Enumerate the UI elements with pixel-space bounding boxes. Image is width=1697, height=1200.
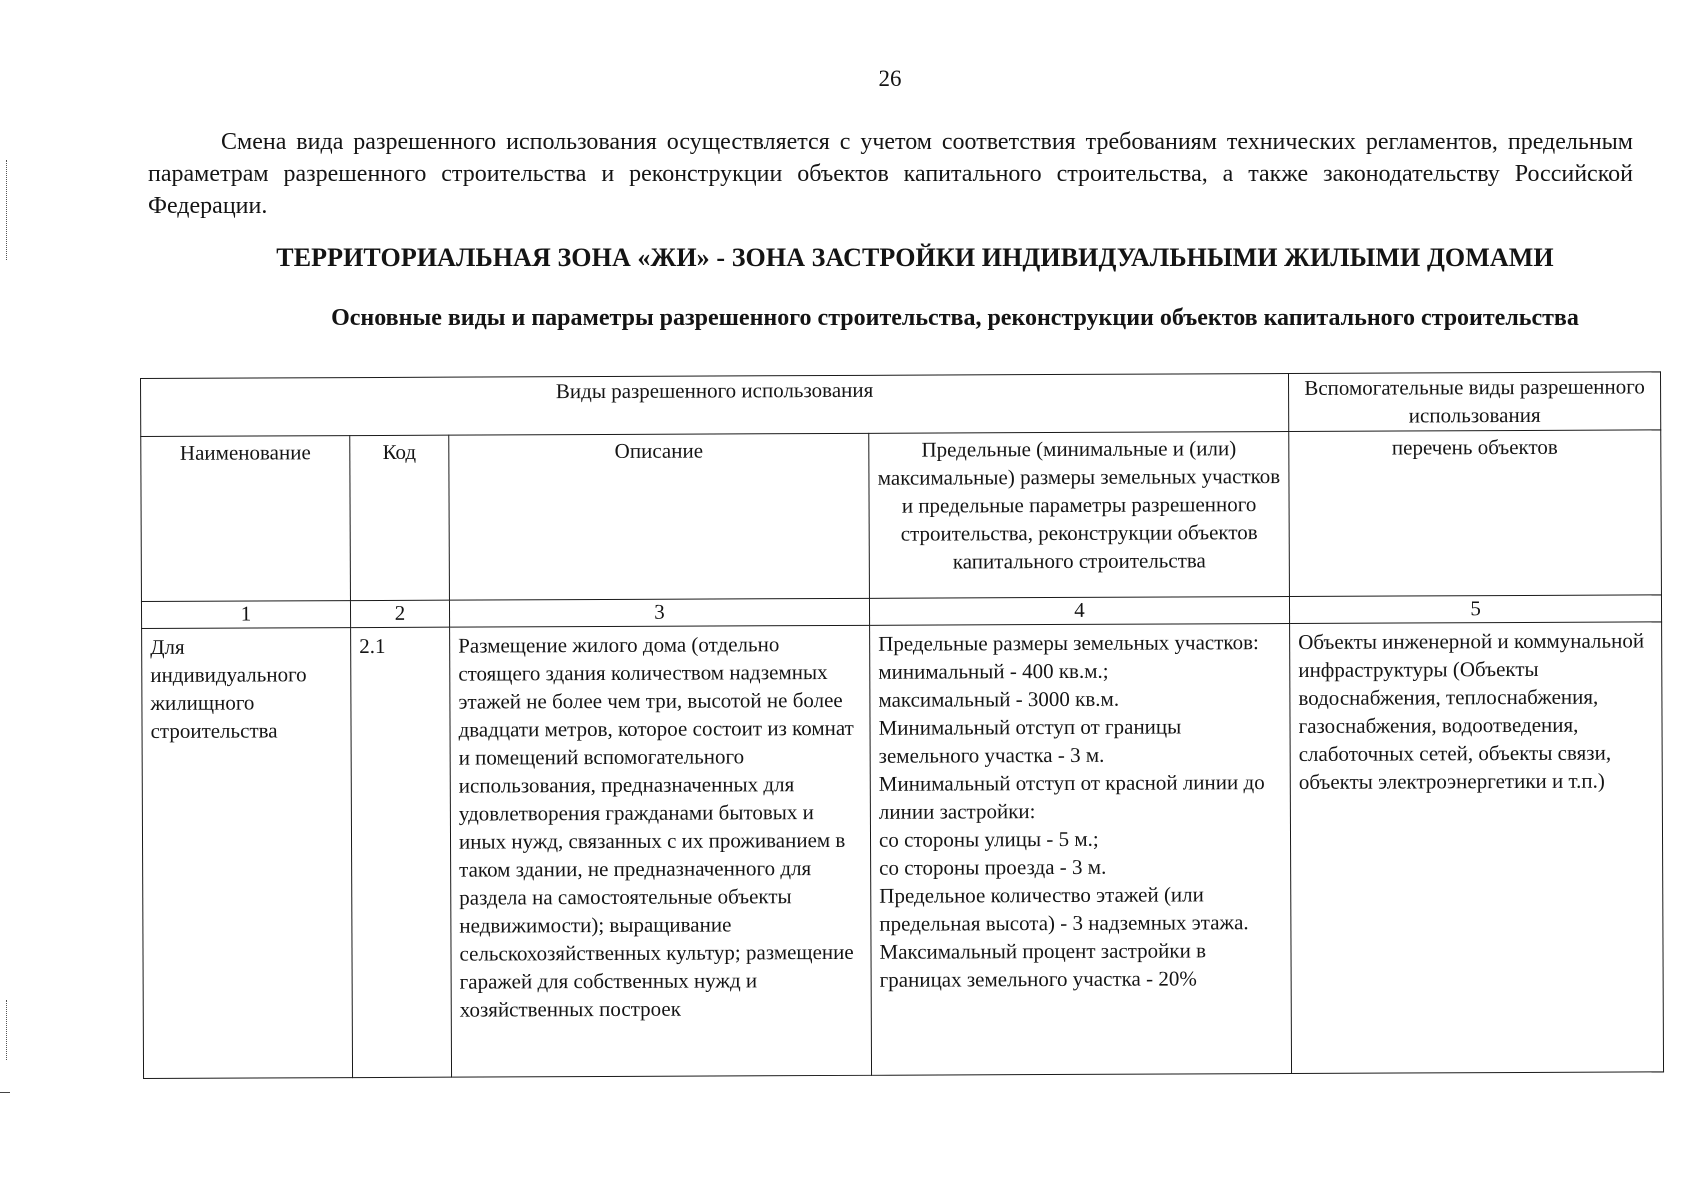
- column-header-limits: Предельные (минимальные и (или) максимальные) размеры земельных участков и предельные параметры разрешенного строительства, реконструкции объектов капитального строительства: [869, 431, 1290, 598]
- column-number: 4: [869, 596, 1289, 625]
- intro-paragraph: Смена вида разрешенного использования осуществляется с учетом соответствия требованиям технических регламентов, предельным параметрам разрешенного строительства и реконструкции объектов капитального строительства, а также законодательству Российской Федерации.: [148, 129, 1633, 219]
- column-number: 2: [350, 600, 449, 627]
- column-header-code: Код: [350, 435, 450, 600]
- column-header-description: Описание: [449, 433, 870, 600]
- table-title: Основные виды и параметры разрешенного строительства, реконструкции объектов капитального строительства: [331, 305, 1579, 331]
- table-row: [142, 622, 1664, 1079]
- cell-objects: Объекты инженерной и коммунальной инфраструктуры (Объекты водоснабжения, теплоснабжения, газоснабжения, водоотведения, слаботочных сетей, объекты связи, объекты электроэнергетики и т.п.): [1290, 622, 1664, 1074]
- cell-name: Для индивидуального жилищного строительства: [142, 628, 353, 1079]
- column-number: 1: [141, 601, 350, 629]
- group-header-main: Виды разрешенного использования: [141, 373, 1289, 436]
- page-number: 26: [878, 66, 902, 91]
- cell-limits: Предельные размеры земельных участков: минимальный - 400 кв.м.; максимальный - 3000 кв.м. Минимальный отступ от границы земельного участка - 3 м. Минимальный отступ от красной линии до линии застройки: со стороны улицы - 5 м.; со стороны проезда - 3 м. Предельное количество этажей (или предельная высота) - 3 надземных этажа. Максимальный процент застройки в границах земельного участка - 20%: [870, 623, 1292, 1075]
- column-number: 3: [449, 598, 869, 627]
- group-header-row: [141, 372, 1661, 437]
- scan-edge-mark-bottom: [6, 1000, 8, 1060]
- scan-edge-dash: [0, 1092, 10, 1093]
- cell-description: Размещение жилого дома (отдельно стоящего здания количеством надземных этажей не более чем три, высотой не более двадцати метров, которое состоит из комнат и помещений вспомогательного использования, предназначенных для удовлетворения гражданами бытовых и иных нужд, связанных с их проживанием в таком здании, не предназначенного для раздела на самостоятельные объекты недвижимости); выращивание сельскохозяйственных культур; размещение гаражей для собственных нужд и хозяйственных построек: [450, 625, 872, 1077]
- group-header-auxiliary: Вспомогательные виды разрешенного использования: [1289, 372, 1661, 432]
- column-number: 5: [1289, 595, 1661, 624]
- scan-edge-mark-top: [6, 160, 8, 260]
- zone-title: ТЕРРИТОРИАЛЬНАЯ ЗОНА «ЖИ» - ЗОНА ЗАСТРОЙКИ ИНДИВИДУАЛЬНЫМИ ЖИЛЫМИ ДОМАМИ: [276, 243, 1554, 272]
- cell-code: 2.1: [351, 627, 452, 1077]
- column-header-objects: перечень объектов: [1289, 430, 1662, 597]
- column-header-name: Наименование: [141, 436, 351, 602]
- regulations-table: [140, 371, 1664, 1079]
- column-header-row: [141, 430, 1662, 602]
